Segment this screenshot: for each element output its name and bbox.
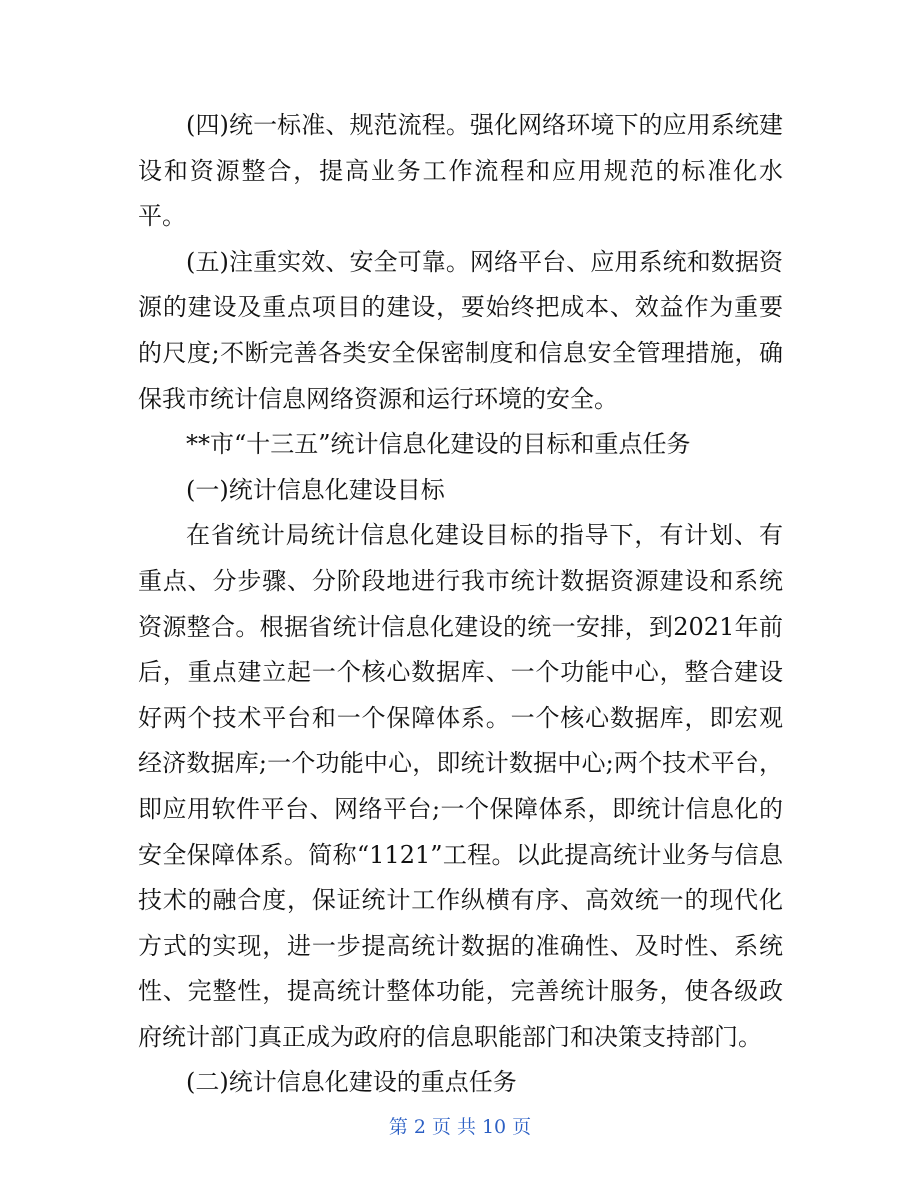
footer-total-pages: 10 [481, 1116, 507, 1138]
footer-page-word: 页 [431, 1116, 451, 1138]
paragraph-goals-body: 在省统计局统计信息化建设目标的指导下，有计划、有重点、分步骤、分阶段地进行我市统计数据资源建设和系统资源整合。根据省统计信息化建设的统一安排，到2021年前后，重点建立起一个核心数据库、一个功能中心，整合建设好两个技术平台和一个保障体系。一个核心数据库，即宏观经济数据库;一个功能中心，即统计数据中心;两个技术平台，即应用软件平台、网络平台;一个保障体系，即统计信息化的安全保障体系。简称“1121”工程。以此提高统计业务与信息技术的融合度，保证统计工作纵横有序、高效统一的现代化方式的实现，进一步提高统计数据的准确性、及时性、系统性、完整性，提高统计整体功能，完善统计服务，使各级政府统计部门真正成为政府的信息职能部门和决策支持部门。 [138, 521, 783, 1051]
footer-suffix: 页 [512, 1116, 532, 1138]
paragraph-5: (五)注重实效、安全可靠。网络平台、应用系统和数据资源的建设及重点项目的建设，要始终把成本、效益作为重要的尺度;不断完善各类安全保密制度和信息安全管理措施，确保我市统计信息网络资源和运行环境的安全。 [138, 247, 783, 413]
footer-total-word: 共 [456, 1116, 476, 1138]
section-heading: **市“十三五”统计信息化建设的目标和重点任务 [186, 430, 691, 459]
document-body [138, 103, 783, 1106]
footer-current-page: 2 [413, 1116, 426, 1138]
subheading-key-tasks: (二)统计信息化建设的重点任务 [186, 1068, 517, 1097]
page-number-footer [0, 1112, 920, 1139]
paragraph-4: (四)统一标准、规范流程。强化网络环境下的应用系统建设和资源整合，提高业务工作流程和应用规范的标准化水平。 [138, 111, 783, 231]
subheading-goals: (一)统计信息化建设目标 [186, 475, 445, 504]
footer-prefix: 第 [388, 1116, 408, 1138]
